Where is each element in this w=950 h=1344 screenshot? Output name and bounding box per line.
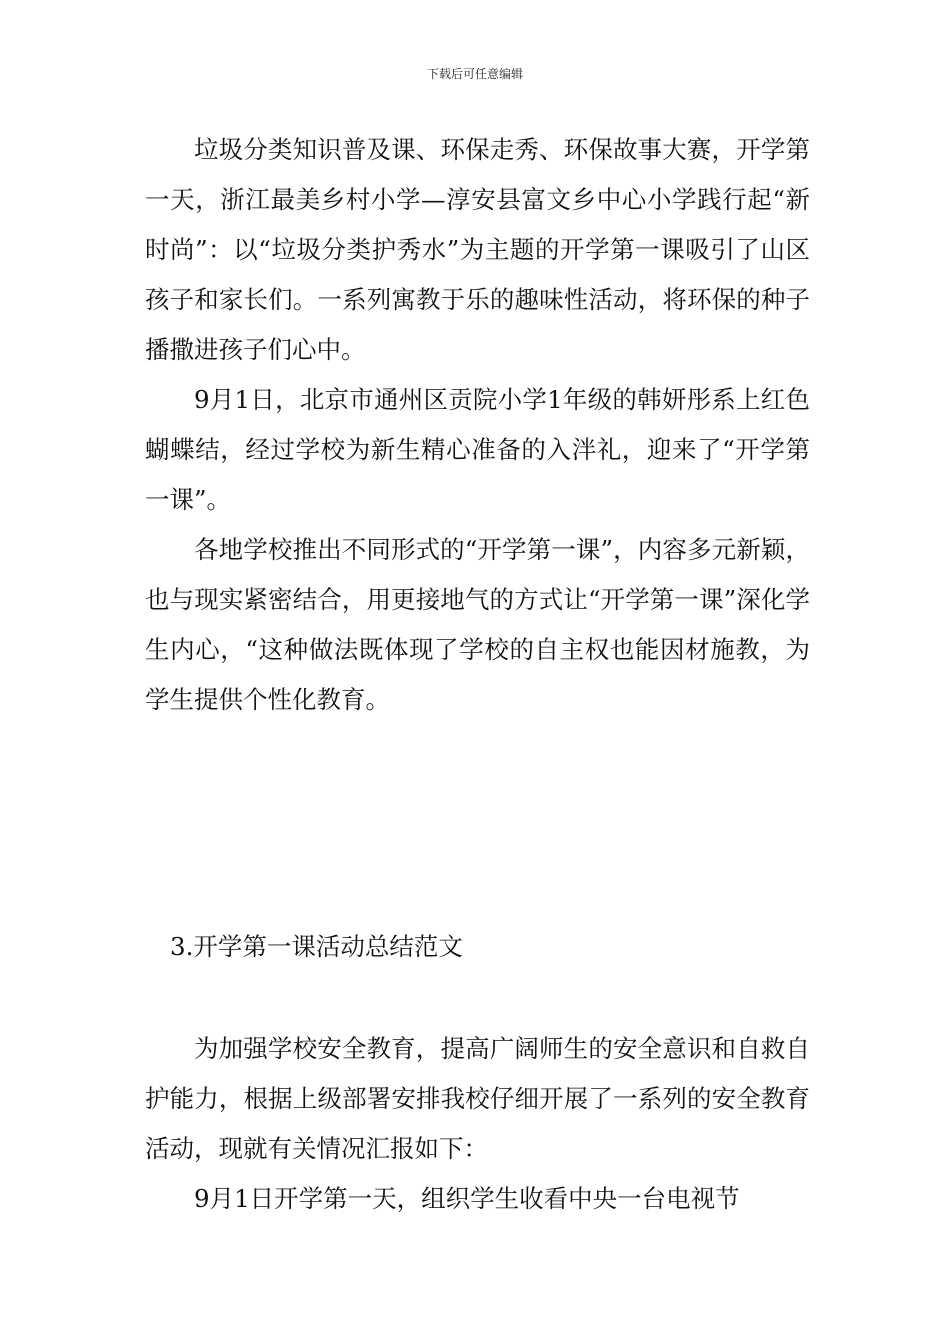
page-header-note: 下载后可任意编辑 xyxy=(426,67,523,81)
section-heading: 3.开学第一课活动总结范文 xyxy=(170,932,463,961)
paragraph-safety-education: 为加强学校安全教育，提高广阔师生的安全意识和自救自护能力，根据上级部署安排我校仔细开展了一系列的安全教育活动，现就有关情况汇报如下： xyxy=(145,1034,810,1163)
paragraph-first-day: 9月1日开学第一天，组织学生收看中央一台电视节 xyxy=(194,1184,740,1213)
paragraph-various-schools: 各地学校推出不同形式的“开学第一课”，内容多元新颖，也与现实紧密结合，用更接地气的方式让“开学第一课”深化学生内心，“这种做法既体现了学校的自主权也能因材施教，为学生提供个性化教育。 xyxy=(145,535,810,714)
paragraph-garbage-sorting: 垃圾分类知识普及课、环保走秀、环保故事大赛，开学第一天，浙江最美乡村小学—淳安县富文乡中心小学践行起“新时尚”：以“垃圾分类护秀水”为主题的开学第一课吸引了山区孩子和家长们。一系列寓教于乐的趣味性活动，将环保的种子播撒进孩子们心中。 xyxy=(145,135,810,364)
paragraph-tongzhou-school: 9月1日，北京市通州区贡院小学1年级的韩妍彤系上红色蝴蝶结，经过学校为新生精心准备的入泮礼，迎来了“开学第一课”。 xyxy=(145,385,810,514)
